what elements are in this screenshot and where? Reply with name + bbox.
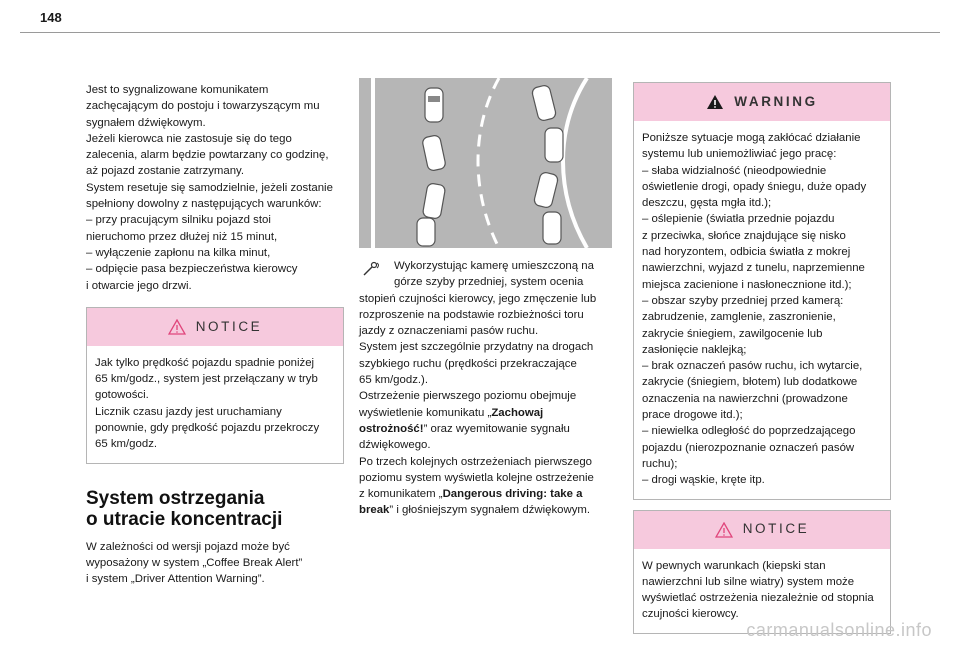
intro-paragraph: Jest to sygnalizowane komunikatem zachęcającym do postoju i towarzyszącym mu sygnałem dźwiękowym. Jeżeli kierowca nie zastosuje się do tego zalecenia, alarm będzie powtarzany co godzinę, aż pojazd zostanie zatrzymany. System resetuje się samodzielnie, jeżeli zostanie spełniony dowolny z następujących warunków: – przy pracującym silniku pojazd stoi nieruchomo przez dłużej niż 15 minut, – wyłączenie zapłonu na kilka minut, – odpięcie pasa bezpieczeństwa kierowcy i otwarcie jego drzwi. [86,84,333,292]
column-2 [359,82,617,519]
notice-box-2 [633,510,891,634]
warning-box [633,82,891,500]
notice-header [87,308,343,346]
caption-end: ” i głośniejszym sygnałem dźwiękowym. [389,504,591,517]
warning-triangle-icon [706,94,724,110]
header-rule [20,32,940,33]
warning-title: WARNING [734,93,818,109]
section-paragraph: W zależności od wersji pojazd może być wyposażony w system „Coffee Break Alert” i system „Driver Attention Warning”. [86,540,303,586]
notice-text: W pewnych warunkach (kiepski stan nawierzchni lub silne wiatry) system może wyświetlać ostrzeżenia niezależnie od stopnia czujności kierowcy. [642,559,874,621]
warning-triangle-icon [168,319,186,335]
column-1 [86,82,344,588]
column-3 [633,82,891,634]
notice-text: Jak tylko prędkość pojazdu spadnie poniżej 65 km/godz., system jest przełączany w tryb gotowości. Licznik czasu jazdy jest uruchamiany ponownie, gdy prędkość pojazdu przekroczy 65 km/godz. [95,356,320,451]
watermark: carmanualsonline.info [746,620,932,640]
section-title: System ostrzegania o utracie koncentracji [86,487,283,530]
notice-title: NOTICE [195,318,263,334]
caption-first-lines: Wykorzystując kamerę umieszczoną na górze szyby przedniej, system ocenia [394,260,594,289]
caption-middle: ” oraz wyemitowanie sygnału dźwiękowego. Po trzech kolejnych ostrzeżeniach pierwszego poziomu system wyświetla kolejne ostrzeżenie z komunikatem „ [359,422,594,501]
notice-box-1 [86,307,344,464]
caption-body: stopień czujności kierowcy, jego zmęczenie lub rozproszenie na podstawie rozbieżności toru jazdy z oznaczeniami pasów ruchu. System jest szczególnie przydatny na drogach szybkiego ruchu (prędkości przekraczające 65 km/godz.). Ostrzeżenie pierwszego poziomu obejmuje wyświetlenie komunikatu „ [359,292,597,419]
warning-header [634,83,890,121]
warning-triangle-icon [715,522,733,538]
page-number: 148 [40,10,62,25]
camera-description [359,258,617,519]
notice-title: NOTICE [742,521,810,537]
message-be-careful: Zachowaj ostrożność! [359,406,544,435]
warning-text: Poniższe sytuacje mogą zakłócać działanie systemu lub uniemożliwiać jego pracę: – słaba widzialność (nieodpowiednie oświetlenie drogi, opady śniegu, duże opady deszczu, gęsta mgła itd.); – oślepienie (światła przednie pojazdu z przeciwka, słońce znajdujące się nisko nad horyzontem, odbicia światła z mokrej nawierzchni, wyjazd z tunelu, naprzemienne miejsca zacienione i nasłonecznione itd.); – obszar szyby przedniej przed kamerą: zabrudzenie, zamglenie, zaszronienie, zakrycie śniegiem, zawilgocenie lub zasłonięcie naklejką; – brak oznaczeń pasów ruchu, ich wytarcie, zakrycie (śniegiem, błotem) lub dodatkowe oznaczenia na nawierzchni (prowadzone prace drogowe itd.); – niewielka odległość do poprzedzającego pojazdu (nierozpoznanie oznaczeń pasów ruchu); – drogi wąskie, kręte itp. [642,132,867,487]
message-dangerous-driving: Dangerous driving: take a break [359,488,583,517]
camera-icon [362,261,382,277]
notice-header [634,511,890,549]
lane-drift-illustration [359,78,612,248]
road-diagram [359,78,612,248]
